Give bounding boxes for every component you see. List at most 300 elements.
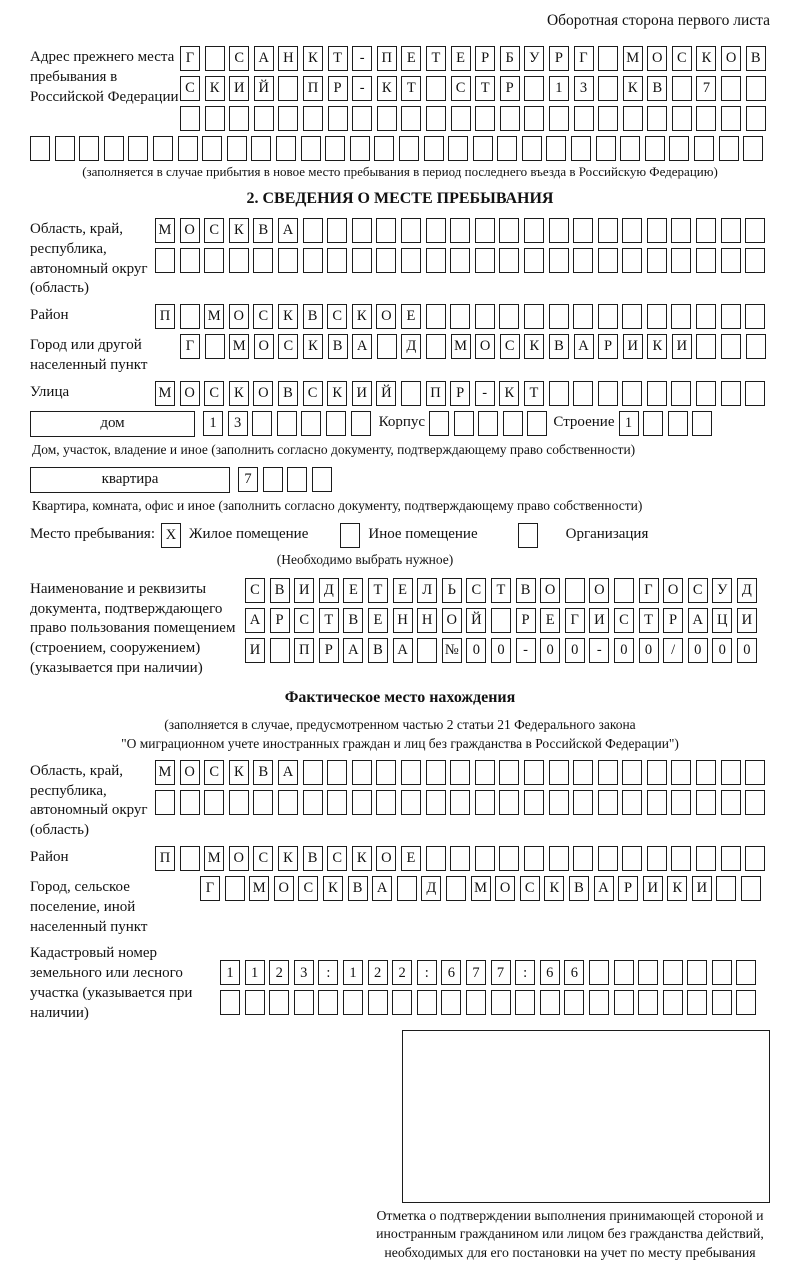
char-box[interactable] [352,218,372,243]
char-box[interactable] [475,248,495,273]
char-box[interactable] [245,990,265,1015]
char-box[interactable] [647,218,667,243]
char-box[interactable] [524,760,544,785]
char-box[interactable]: А [352,334,372,359]
char-box[interactable]: К [327,381,347,406]
char-box[interactable]: В [253,760,273,785]
char-box[interactable] [466,990,486,1015]
char-box[interactable] [491,990,511,1015]
char-box[interactable]: К [278,304,298,329]
char-box[interactable] [269,990,289,1015]
char-box[interactable]: 1 [203,411,223,436]
char-box[interactable]: А [278,218,298,243]
char-box[interactable]: Е [401,46,421,71]
char-box[interactable]: 0 [466,638,486,663]
char-box[interactable] [327,790,347,815]
char-box[interactable]: О [180,381,200,406]
char-box[interactable]: С [253,304,273,329]
char-box[interactable] [401,218,421,243]
char-box[interactable] [499,760,519,785]
char-box[interactable] [401,248,421,273]
char-box[interactable]: Т [475,76,495,101]
char-box[interactable] [746,334,766,359]
char-box[interactable] [478,411,498,436]
char-box[interactable] [743,136,763,161]
char-box[interactable]: О [376,304,396,329]
char-box[interactable] [549,304,569,329]
char-box[interactable]: О [229,304,249,329]
char-box[interactable]: О [540,578,560,603]
char-box[interactable] [589,960,609,985]
char-box[interactable] [549,218,569,243]
char-box[interactable]: К [205,76,225,101]
char-box[interactable]: К [352,304,372,329]
char-box[interactable] [263,467,283,492]
char-box[interactable] [663,960,683,985]
char-box[interactable] [325,136,345,161]
char-box[interactable]: 6 [564,960,584,985]
char-box[interactable] [253,790,273,815]
char-box[interactable] [450,304,470,329]
char-box[interactable] [549,106,569,131]
char-box[interactable]: М [204,846,224,871]
char-box[interactable] [429,411,449,436]
char-box[interactable]: 7 [238,467,258,492]
char-box[interactable]: Й [376,381,396,406]
char-box[interactable] [450,846,470,871]
char-box[interactable]: 7 [466,960,486,985]
char-box[interactable]: Г [574,46,594,71]
char-box[interactable] [671,248,691,273]
char-box[interactable]: И [692,876,712,901]
char-box[interactable] [399,136,419,161]
char-box[interactable] [573,304,593,329]
char-box[interactable]: В [647,76,667,101]
char-box[interactable]: С [466,578,486,603]
char-box[interactable] [622,790,642,815]
char-box[interactable] [441,990,461,1015]
char-box[interactable] [294,990,314,1015]
char-box[interactable] [745,248,765,273]
char-box[interactable] [573,381,593,406]
char-box[interactable]: О [475,334,495,359]
char-box[interactable] [475,106,495,131]
char-box[interactable] [598,248,618,273]
char-box[interactable] [278,106,298,131]
char-box[interactable]: К [524,334,544,359]
char-box[interactable] [475,846,495,871]
char-box[interactable]: Ц [712,608,732,633]
char-box[interactable] [721,334,741,359]
char-box[interactable]: В [348,876,368,901]
char-box[interactable] [377,334,397,359]
char-box[interactable] [549,381,569,406]
char-box[interactable] [692,411,712,436]
char-box[interactable] [475,218,495,243]
char-box[interactable]: Р [475,46,495,71]
char-box[interactable] [614,578,634,603]
char-box[interactable] [351,411,371,436]
char-box[interactable] [573,760,593,785]
char-box[interactable]: В [368,638,388,663]
char-box[interactable] [524,218,544,243]
char-box[interactable]: В [343,608,363,633]
char-box[interactable] [745,760,765,785]
char-box[interactable]: Д [319,578,339,603]
char-box[interactable]: К [303,334,323,359]
char-box[interactable]: Г [200,876,220,901]
char-box[interactable] [278,248,298,273]
char-box[interactable] [153,136,173,161]
char-box[interactable] [499,248,519,273]
char-box[interactable] [278,790,298,815]
char-box[interactable] [491,608,511,633]
house-type-field[interactable]: дом [30,411,195,437]
char-box[interactable] [736,960,756,985]
char-box[interactable]: X [161,523,181,548]
char-box[interactable] [518,523,538,548]
char-box[interactable] [671,218,691,243]
char-box[interactable] [696,106,716,131]
char-box[interactable] [350,136,370,161]
char-box[interactable]: Т [401,76,421,101]
char-box[interactable] [426,334,446,359]
char-box[interactable] [450,218,470,243]
char-box[interactable]: 1 [220,960,240,985]
char-box[interactable]: Р [500,76,520,101]
char-box[interactable]: С [520,876,540,901]
char-box[interactable] [225,876,245,901]
char-box[interactable] [377,106,397,131]
char-box[interactable]: С [614,608,634,633]
char-box[interactable]: К [229,381,249,406]
char-box[interactable] [721,760,741,785]
char-box[interactable] [696,846,716,871]
char-box[interactable] [696,334,716,359]
char-box[interactable]: С [229,46,249,71]
char-box[interactable] [426,76,446,101]
char-box[interactable] [180,846,200,871]
char-box[interactable]: С [180,76,200,101]
char-box[interactable] [401,760,421,785]
char-box[interactable]: К [377,76,397,101]
char-box[interactable]: Й [254,76,274,101]
char-box[interactable] [497,136,517,161]
char-box[interactable] [500,106,520,131]
char-box[interactable]: 6 [441,960,461,985]
char-box[interactable]: Е [540,608,560,633]
char-box[interactable]: П [426,381,446,406]
char-box[interactable] [312,467,332,492]
char-box[interactable]: 3 [228,411,248,436]
char-box[interactable] [401,106,421,131]
char-box[interactable]: 2 [269,960,289,985]
char-box[interactable]: Р [516,608,536,633]
char-box[interactable] [303,248,323,273]
char-box[interactable] [687,990,707,1015]
char-box[interactable]: Д [737,578,757,603]
char-box[interactable]: И [245,638,265,663]
char-box[interactable] [251,136,271,161]
char-box[interactable] [475,790,495,815]
char-box[interactable]: И [672,334,692,359]
char-box[interactable]: С [278,334,298,359]
char-box[interactable]: А [343,638,363,663]
char-box[interactable] [450,760,470,785]
char-box[interactable] [623,106,643,131]
char-box[interactable] [671,760,691,785]
char-box[interactable] [301,136,321,161]
char-box[interactable]: В [303,846,323,871]
char-box[interactable] [503,411,523,436]
char-box[interactable] [620,136,640,161]
char-box[interactable]: А [372,876,392,901]
char-box[interactable] [696,304,716,329]
char-box[interactable]: В [303,304,323,329]
char-box[interactable] [598,304,618,329]
char-box[interactable] [571,136,591,161]
char-box[interactable] [712,990,732,1015]
char-box[interactable] [303,760,323,785]
char-box[interactable]: 3 [574,76,594,101]
char-box[interactable]: С [303,381,323,406]
char-box[interactable]: С [204,760,224,785]
char-box[interactable]: Г [639,578,659,603]
char-box[interactable] [327,218,347,243]
char-box[interactable] [696,218,716,243]
char-box[interactable]: Е [343,578,363,603]
char-box[interactable]: Г [565,608,585,633]
char-box[interactable]: К [499,381,519,406]
char-box[interactable]: С [298,876,318,901]
char-box[interactable] [721,381,741,406]
char-box[interactable]: 6 [540,960,560,985]
char-box[interactable]: Р [663,608,683,633]
char-box[interactable] [549,760,569,785]
char-box[interactable]: А [393,638,413,663]
char-box[interactable] [647,846,667,871]
char-box[interactable] [745,846,765,871]
char-box[interactable]: О [253,381,273,406]
char-box[interactable]: Е [368,608,388,633]
char-box[interactable]: Е [451,46,471,71]
char-box[interactable] [721,248,741,273]
char-box[interactable] [352,248,372,273]
char-box[interactable]: П [294,638,314,663]
char-box[interactable]: Р [450,381,470,406]
char-box[interactable]: / [663,638,683,663]
char-box[interactable]: 7 [696,76,716,101]
char-box[interactable] [672,76,692,101]
char-box[interactable]: 7 [491,960,511,985]
char-box[interactable]: Т [319,608,339,633]
char-box[interactable] [669,136,689,161]
char-box[interactable]: Р [319,638,339,663]
char-box[interactable] [303,790,323,815]
char-box[interactable] [426,304,446,329]
char-box[interactable]: Р [618,876,638,901]
char-box[interactable]: Т [368,578,388,603]
char-box[interactable] [524,106,544,131]
char-box[interactable] [719,136,739,161]
char-box[interactable]: А [688,608,708,633]
char-box[interactable] [254,106,274,131]
char-box[interactable]: Т [426,46,446,71]
char-box[interactable] [746,76,766,101]
char-box[interactable]: П [377,46,397,71]
char-box[interactable]: К [696,46,716,71]
char-box[interactable]: Р [549,46,569,71]
char-box[interactable]: - [516,638,536,663]
char-box[interactable]: Н [417,608,437,633]
char-box[interactable] [277,411,297,436]
char-box[interactable]: В [569,876,589,901]
char-box[interactable]: Д [401,334,421,359]
char-box[interactable] [220,990,240,1015]
char-box[interactable]: С [253,846,273,871]
char-box[interactable] [638,960,658,985]
char-box[interactable] [155,790,175,815]
char-box[interactable]: С [500,334,520,359]
char-box[interactable] [614,990,634,1015]
char-box[interactable] [671,381,691,406]
char-box[interactable]: Е [401,846,421,871]
char-box[interactable] [598,218,618,243]
char-box[interactable]: С [204,381,224,406]
apartment-type-field[interactable]: квартира [30,467,230,493]
char-box[interactable] [598,381,618,406]
char-box[interactable] [204,248,224,273]
char-box[interactable]: О [180,218,200,243]
char-box[interactable] [368,990,388,1015]
char-box[interactable] [55,136,75,161]
char-box[interactable]: С [204,218,224,243]
char-box[interactable] [745,381,765,406]
char-box[interactable] [227,136,247,161]
char-box[interactable]: 0 [614,638,634,663]
char-box[interactable] [696,790,716,815]
char-box[interactable] [565,578,585,603]
char-box[interactable] [647,790,667,815]
char-box[interactable] [564,990,584,1015]
char-box[interactable] [671,846,691,871]
char-box[interactable] [598,46,618,71]
char-box[interactable]: М [249,876,269,901]
char-box[interactable]: К [229,218,249,243]
char-box[interactable]: К [303,46,323,71]
char-box[interactable] [589,990,609,1015]
char-box[interactable]: - [589,638,609,663]
char-box[interactable]: А [278,760,298,785]
char-box[interactable] [694,136,714,161]
char-box[interactable]: Р [270,608,290,633]
char-box[interactable]: Д [421,876,441,901]
char-box[interactable] [180,248,200,273]
char-box[interactable] [716,876,736,901]
char-box[interactable] [30,136,50,161]
char-box[interactable]: К [323,876,343,901]
char-box[interactable]: М [204,304,224,329]
char-box[interactable]: Г [180,46,200,71]
char-box[interactable] [448,136,468,161]
char-box[interactable]: П [303,76,323,101]
char-box[interactable]: Р [598,334,618,359]
char-box[interactable] [647,106,667,131]
char-box[interactable] [573,846,593,871]
char-box[interactable]: О [376,846,396,871]
char-box[interactable] [454,411,474,436]
char-box[interactable]: В [746,46,766,71]
char-box[interactable]: Л [417,578,437,603]
char-box[interactable]: К [667,876,687,901]
char-box[interactable]: - [475,381,495,406]
char-box[interactable]: 2 [392,960,412,985]
char-box[interactable]: Т [328,46,348,71]
char-box[interactable] [622,760,642,785]
char-box[interactable]: С [294,608,314,633]
char-box[interactable] [178,136,198,161]
char-box[interactable]: О [647,46,667,71]
char-box[interactable]: 0 [688,638,708,663]
char-box[interactable] [596,136,616,161]
char-box[interactable]: С [451,76,471,101]
char-box[interactable] [549,248,569,273]
char-box[interactable] [401,381,421,406]
char-box[interactable]: - [352,76,372,101]
char-box[interactable] [205,106,225,131]
char-box[interactable] [426,106,446,131]
char-box[interactable]: О [229,846,249,871]
char-box[interactable]: М [229,334,249,359]
char-box[interactable] [424,136,444,161]
char-box[interactable] [376,248,396,273]
char-box[interactable] [598,846,618,871]
char-box[interactable] [352,760,372,785]
char-box[interactable] [252,411,272,436]
char-box[interactable] [614,960,634,985]
char-box[interactable] [524,248,544,273]
char-box[interactable] [671,790,691,815]
char-box[interactable] [303,106,323,131]
char-box[interactable]: С [327,304,347,329]
char-box[interactable] [303,218,323,243]
char-box[interactable] [253,248,273,273]
char-box[interactable]: С [327,846,347,871]
char-box[interactable]: - [352,46,372,71]
char-box[interactable]: О [589,578,609,603]
char-box[interactable] [598,76,618,101]
char-box[interactable]: Б [500,46,520,71]
char-box[interactable] [426,248,446,273]
char-box[interactable] [376,760,396,785]
char-box[interactable]: Т [491,578,511,603]
char-box[interactable] [202,136,222,161]
char-box[interactable] [326,411,346,436]
char-box[interactable] [79,136,99,161]
char-box[interactable]: М [471,876,491,901]
char-box[interactable]: О [442,608,462,633]
char-box[interactable] [327,248,347,273]
char-box[interactable] [647,304,667,329]
char-box[interactable] [721,304,741,329]
char-box[interactable] [622,381,642,406]
char-box[interactable] [340,523,360,548]
char-box[interactable] [573,790,593,815]
char-box[interactable]: О [254,334,274,359]
char-box[interactable] [736,990,756,1015]
char-box[interactable] [671,304,691,329]
char-box[interactable] [672,106,692,131]
